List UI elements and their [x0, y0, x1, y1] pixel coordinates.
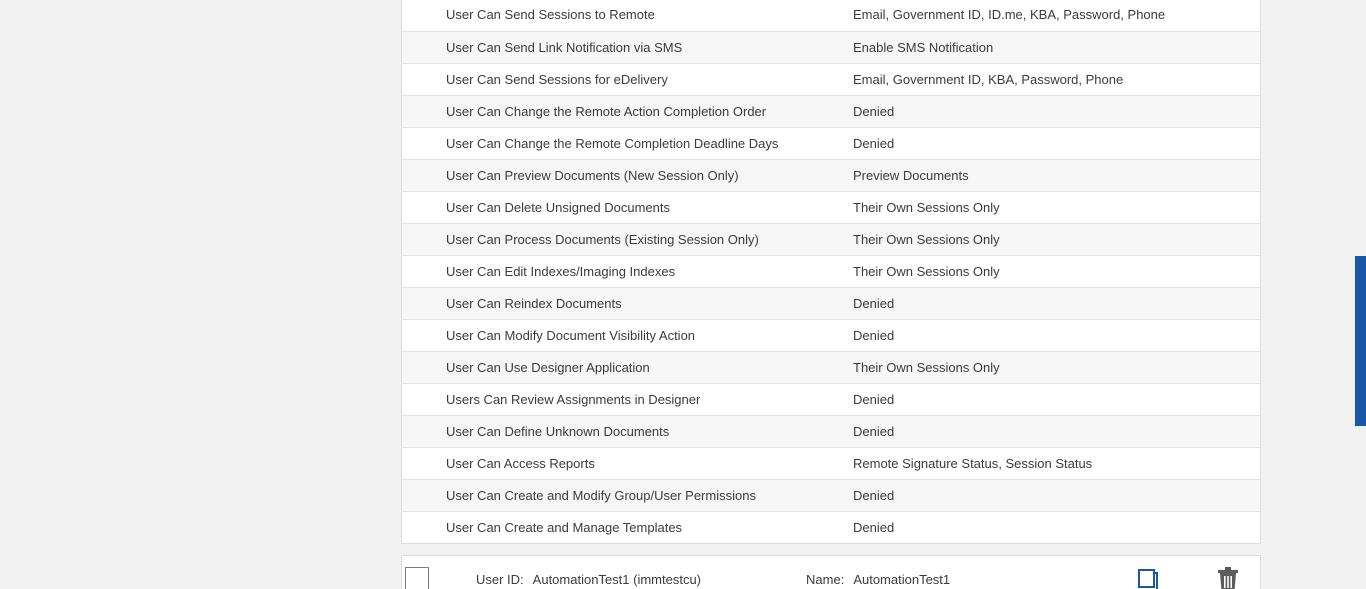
- table-row[interactable]: [402, 319, 1260, 351]
- copy-icon: [1136, 567, 1160, 589]
- permission-value: Their Own Sessions Only: [842, 255, 1260, 287]
- permission-name: User Can Reindex Documents: [402, 287, 842, 319]
- user-name-field: [806, 572, 950, 587]
- user-select-checkbox[interactable]: [405, 567, 429, 589]
- permission-value: Denied: [842, 415, 1260, 447]
- permission-value: Enable SMS Notification: [842, 31, 1260, 63]
- table-row[interactable]: [402, 351, 1260, 383]
- permission-name: User Can Send Sessions for eDelivery: [402, 63, 842, 95]
- delete-button[interactable]: [1214, 565, 1242, 589]
- table-row[interactable]: [402, 31, 1260, 63]
- user-row-actions: [1134, 565, 1260, 589]
- permission-value: Their Own Sessions Only: [842, 191, 1260, 223]
- permission-value: Denied: [842, 383, 1260, 415]
- user-id-field: [476, 572, 701, 587]
- permission-name: User Can Process Documents (Existing Session Only): [402, 223, 842, 255]
- permission-value: Email, Government ID, ID.me, KBA, Password, Phone: [842, 0, 1260, 31]
- table-row[interactable]: [402, 159, 1260, 191]
- permission-name: User Can Modify Document Visibility Action: [402, 319, 842, 351]
- table-row[interactable]: [402, 191, 1260, 223]
- right-scroll-thumb[interactable]: [1355, 256, 1366, 426]
- table-row[interactable]: [402, 255, 1260, 287]
- permission-value: Their Own Sessions Only: [842, 351, 1260, 383]
- table-row[interactable]: [402, 287, 1260, 319]
- permissions-table: [402, 0, 1260, 543]
- permission-name: User Can Define Unknown Documents: [402, 415, 842, 447]
- permission-value: Their Own Sessions Only: [842, 223, 1260, 255]
- table-row[interactable]: [402, 63, 1260, 95]
- table-row[interactable]: [402, 223, 1260, 255]
- permission-value: Email, Government ID, KBA, Password, Phone: [842, 63, 1260, 95]
- permission-name: User Can Create and Manage Templates: [446, 519, 683, 535]
- permission-value: Preview Documents: [842, 159, 1260, 191]
- left-gutter: [0, 0, 401, 589]
- permission-name: User Can Send Sessions to Remote: [402, 0, 842, 31]
- table-row[interactable]: [402, 95, 1260, 127]
- user-row[interactable]: [401, 555, 1261, 589]
- user-name-label: Name:: [806, 571, 845, 587]
- user-name-value: AutomationTest1: [853, 571, 951, 587]
- table-row[interactable]: [402, 383, 1260, 415]
- permission-name: User Can Preview Documents (New Session Only): [402, 159, 842, 191]
- permission-name: User Can Change the Remote Completion Deadline Days: [402, 127, 842, 159]
- permissions-table-body: [402, 0, 1260, 543]
- permission-name: User Can Access Reports: [402, 447, 842, 479]
- permission-value: Denied: [842, 319, 1260, 351]
- permission-name: User Can Create and Modify Group/User Permissions: [402, 479, 842, 511]
- permission-value: Denied: [842, 479, 1260, 511]
- permission-name: User Can Delete Unsigned Documents: [402, 191, 842, 223]
- permission-value: Remote Signature Status, Session Status: [842, 447, 1260, 479]
- permission-name: User Can Edit Indexes/Imaging Indexes: [402, 255, 842, 287]
- permission-value: Denied: [842, 287, 1260, 319]
- user-id-label: User ID:: [476, 571, 524, 587]
- permission-value: Denied: [853, 519, 895, 535]
- table-row[interactable]: [402, 479, 1260, 511]
- right-gutter: [1261, 0, 1355, 589]
- table-row[interactable]: [402, 415, 1260, 447]
- permission-name: User Can Use Designer Application: [402, 351, 842, 383]
- table-row[interactable]: [402, 127, 1260, 159]
- table-row[interactable]: [402, 0, 1260, 31]
- permission-value: Denied: [842, 127, 1260, 159]
- permission-name: User Can Change the Remote Action Completion Order: [402, 95, 842, 127]
- copy-button[interactable]: [1134, 565, 1162, 589]
- right-scroll-rail[interactable]: [1355, 0, 1366, 589]
- user-id-value: AutomationTest1 (immtestcu): [532, 571, 702, 587]
- permission-name: User Can Send Link Notification via SMS: [402, 31, 842, 63]
- permission-value: Denied: [842, 95, 1260, 127]
- permissions-panel: [401, 0, 1261, 544]
- table-row[interactable]: [402, 447, 1260, 479]
- permission-name: Users Can Review Assignments in Designer: [402, 383, 842, 415]
- trash-icon: [1217, 566, 1239, 589]
- table-row[interactable]: [402, 511, 1260, 543]
